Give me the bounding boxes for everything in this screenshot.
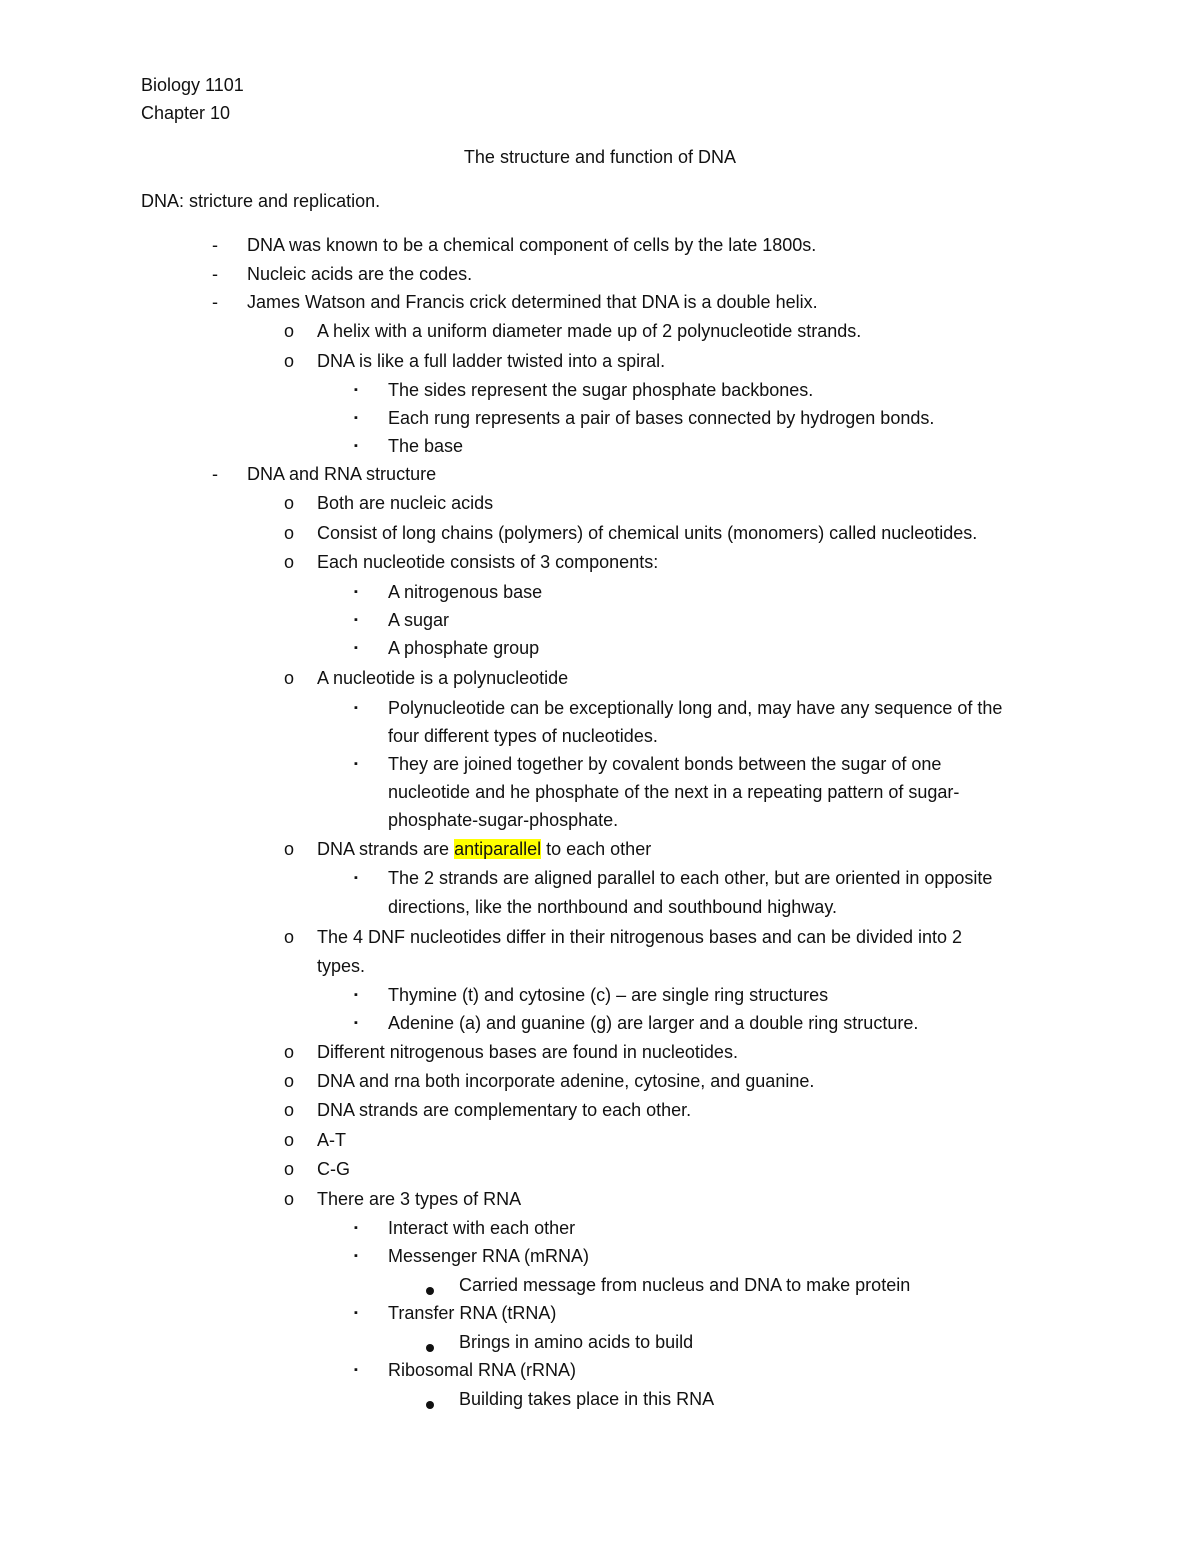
list-item: Each nucleotide consists of 3 components: [317,552,659,572]
square-bullet: ▪ [354,586,358,598]
circle-bullet: o [284,927,295,947]
list-item: James Watson and Francis crick determined that DNA is a double helix. [247,292,818,312]
square-bullet: ▪ [354,989,358,1001]
circle-bullet: o [284,351,295,371]
list-item: DNA and RNA structure [247,464,437,484]
round-bullet-icon [426,1337,434,1355]
dash-bullet: - [212,292,218,312]
list-item: Adenine (a) and guanine (g) are larger and a double ring structure. [388,1013,919,1033]
list-item: They are joined together by covalent bonds between the sugar of one [388,754,942,774]
circle-bullet: o [284,552,295,572]
square-bullet: ▪ [354,1307,358,1319]
header-chapter: Chapter 10 [141,103,231,123]
square-bullet: ▪ [354,1250,358,1262]
circle-bullet: o [284,1100,295,1120]
list-item: DNA was known to be a chemical component of cells by the late 1800s. [247,235,817,255]
square-bullet: ▪ [354,412,358,424]
list-item: The base [388,436,464,456]
list-item: A-T [317,1130,346,1150]
list-item: A phosphate group [388,638,540,658]
list-item [317,840,651,858]
list-item: Ribosomal RNA (rRNA) [388,1360,577,1380]
list-item: Transfer RNA (tRNA) [388,1303,557,1323]
list-item: Polynucleotide can be exceptionally long and, may have any sequence of the [388,698,1003,718]
circle-bullet: o [284,1159,295,1179]
list-item: Carried message from nucleus and DNA to make protein [459,1275,911,1295]
dash-bullet: - [212,264,218,284]
list-item: DNA is like a full ladder twisted into a spiral. [317,351,666,371]
circle-bullet: o [284,1042,295,1062]
circle-bullet: o [284,839,295,859]
list-item: Consist of long chains (polymers) of chemical units (monomers) called nucleotides. [317,523,978,543]
header-course: Biology 1101 [141,75,244,95]
square-bullet: ▪ [354,642,358,654]
list-item-continuation: types. [317,956,366,976]
circle-bullet: o [284,1130,295,1150]
square-bullet: ▪ [354,702,358,714]
list-item: Each rung represents a pair of bases connected by hydrogen bonds. [388,408,935,428]
list-item: Building takes place in this RNA [459,1389,715,1409]
list-item: DNA strands are complementary to each other. [317,1100,692,1120]
list-item-continuation: nucleotide and he phosphate of the next in a repeating pattern of sugar- [388,782,960,802]
round-bullet-icon [426,1394,434,1412]
list-item: Messenger RNA (mRNA) [388,1246,590,1266]
square-bullet: ▪ [354,384,358,396]
square-bullet: ▪ [354,758,358,770]
circle-bullet: o [284,321,295,341]
circle-bullet: o [284,493,295,513]
list-item: The 2 strands are aligned parallel to each other, but are oriented in opposite [388,868,993,888]
antiparallel-prefix: DNA strands are [317,839,455,859]
list-item: A nucleotide is a polynucleotide [317,668,569,688]
highlighted-term: antiparallel [454,839,542,859]
list-item: DNA and rna both incorporate adenine, cytosine, and guanine. [317,1071,815,1091]
section-heading: DNA: stricture and replication. [141,191,381,211]
list-item: The sides represent the sugar phosphate backbones. [388,380,814,400]
circle-bullet: o [284,1071,295,1091]
document-title: The structure and function of DNA [463,147,737,167]
round-bullet-icon [426,1280,434,1298]
list-item: A helix with a uniform diameter made up of 2 polynucleotide strands. [317,321,862,341]
list-item: C-G [317,1159,350,1179]
square-bullet: ▪ [354,1222,358,1234]
square-bullet: ▪ [354,872,358,884]
list-item: A nitrogenous base [388,582,543,602]
square-bullet: ▪ [354,614,358,626]
circle-bullet: o [284,1189,295,1209]
list-item: The 4 DNF nucleotides differ in their nitrogenous bases and can be divided into 2 [317,927,963,947]
circle-bullet: o [284,668,295,688]
list-item-continuation: four different types of nucleotides. [388,726,658,746]
list-item: Brings in amino acids to build [459,1332,694,1352]
list-item: Nucleic acids are the codes. [247,264,473,284]
dash-bullet: - [212,464,218,484]
list-item: Thymine (t) and cytosine (c) – are single ring structures [388,985,829,1005]
circle-bullet: o [284,523,295,543]
square-bullet: ▪ [354,1017,358,1029]
list-item: Different nitrogenous bases are found in nucleotides. [317,1042,738,1062]
list-item-continuation: directions, like the northbound and southbound highway. [388,897,837,917]
list-item: Both are nucleic acids [317,493,494,513]
list-item: A sugar [388,610,450,630]
square-bullet: ▪ [354,1364,358,1376]
list-item: There are 3 types of RNA [317,1189,522,1209]
antiparallel-suffix: to each other [541,839,652,859]
list-item: Interact with each other [388,1218,576,1238]
list-item-continuation: phosphate-sugar-phosphate. [388,810,619,830]
dash-bullet: - [212,235,218,255]
square-bullet: ▪ [354,440,358,452]
